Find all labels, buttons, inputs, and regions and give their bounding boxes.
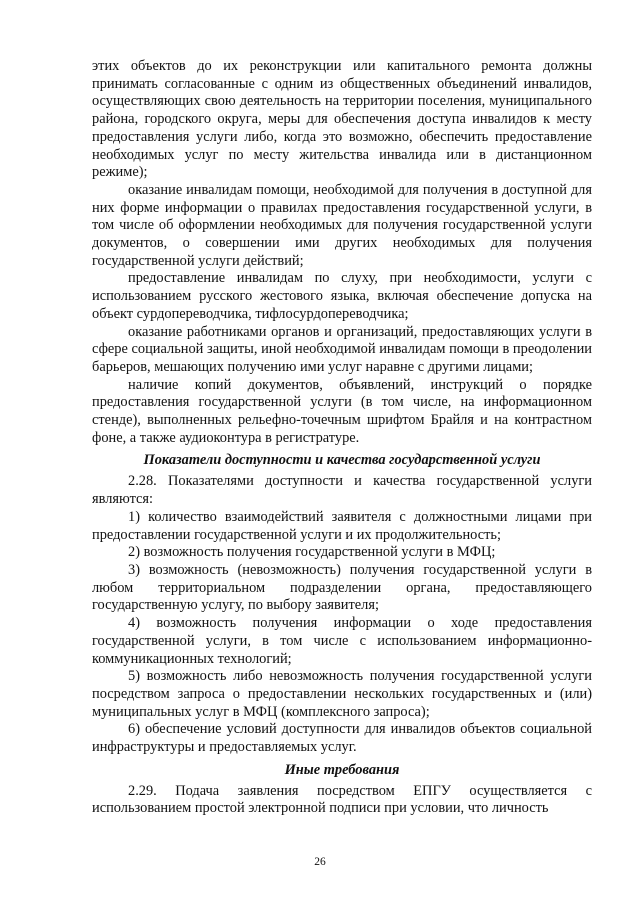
section-heading-accessibility-quality: Показатели доступности и качества государственной услуги [143, 452, 541, 469]
page-content [92, 58, 592, 818]
page-number: 26 [314, 856, 326, 868]
list-item-2: 2) возможность получения государственной услуги в МФЦ; [128, 544, 496, 561]
list-item-3: 3) возможность (невозможность) получения государственной услуги в любом территориальном подразделении органа, предоставляющего государственную услугу, по выбору заявителя; [92, 561, 592, 614]
paragraph-sign-language: предоставление инвалидам по слуху, при необходимости, услуги с использованием русского жестового языка, включая обеспечение допуска на объект сурдопереводчика, тифлосурдопереводчика; [92, 270, 592, 322]
list-item-1: 1) количество взаимодействий заявителя с должностными лицами при предоставлении государственной услуги и их продолжительность; [92, 508, 592, 543]
paragraph-2-28-intro: 2.28. Показателями доступности и качества государственной услуги являются: [92, 473, 592, 508]
paragraph-2-29: 2.29. Подача заявления посредством ЕПГУ осуществляется с использованием простой электронной подписи при условии, что личность [92, 782, 592, 817]
section-heading-other-requirements: Иные требования [284, 761, 400, 778]
paragraph-accessibility-measures: этих объектов до их реконструкции или капитального ремонта должны принимать согласованные с одним из общественных объединений инвалидов, осуществляющих свою деятельность на территории поселения, муниципального района, городского округа, меры для обеспечения доступа инвалидов к месту предоставления услуги либо, когда это возможно, обеспечить предоставление необходимых услуг по месту жительства инвалида или в дистанционном режиме); [92, 58, 592, 181]
paragraph-staff-assistance: оказание работниками органов и организаций, предоставляющих услуги в сфере социальной защиты, иной необходимой инвалидам помощи в преодолении барьеров, мешающих получению ими услуг наравне с другими лицами; [92, 323, 592, 375]
list-item-4: 4) возможность получения информации о ходе предоставления государственной услуги, в том числе с использованием информационно-коммуникационных технологий; [92, 615, 592, 667]
list-item-6: 6) обеспечение условий доступности для инвалидов объектов социальной инфраструктуры и предоставляемых услуг. [92, 721, 592, 756]
paragraph-information-assistance: оказание инвалидам помощи, необходимой для получения в доступной для них форме информации о правилах предоставления государственной услуги, в том числе об оформлении необходимых для получения государственной услуги документов, о совершении ими других необходимых для получения государственной услуги действий; [92, 181, 592, 269]
list-item-5: 5) возможность либо невозможность получения государственной услуги посредством запроса о предоставлении нескольких государственных и (или) муниципальных услуг в МФЦ (комплексного запроса); [92, 668, 592, 720]
paragraph-braille-copies: наличие копий документов, объявлений, инструкций о порядке предоставления государственной услуги (в том числе, на информационном стенде), выполненных рельефно-точечным шрифтом Брайля и на контрастном фоне, а также аудиоконтура в регистратуре. [92, 376, 592, 446]
